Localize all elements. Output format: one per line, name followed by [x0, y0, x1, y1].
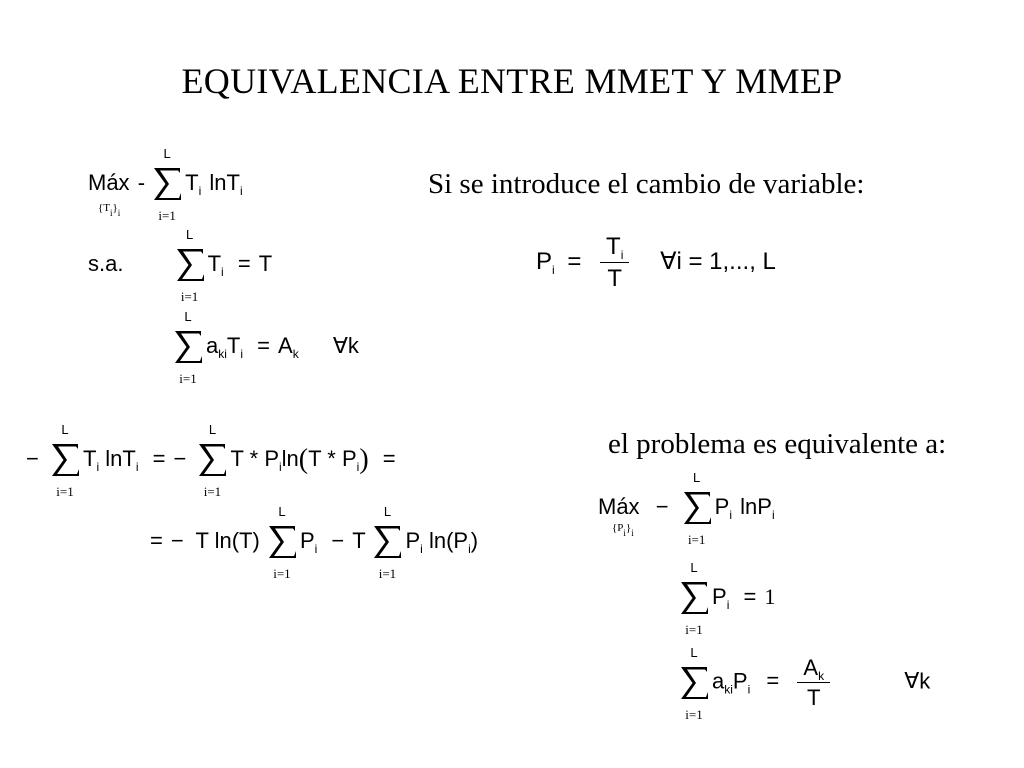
derivation-row-1: − L i=1 $T_i$ lnT$_i$ = − L i=1 T * $P_i\ln(T * P_i)$ =: [26, 422, 396, 499]
summation-icon: L i=1: [175, 245, 205, 285]
derivation-row-2: = − T ln(T) L i=1 $P_i - T$ L i=1 $P_i$ $\ln(P_i)$: [150, 504, 479, 581]
variable-change-row: $P_i$ = $\frac{T_i}{T}$ ∀i = 1,..., L: [536, 233, 776, 293]
page-title: EQUIVALENCIA ENTRE MMET Y MMEP: [181, 61, 843, 101]
summation-icon: L i=1: [372, 522, 402, 562]
equivalent-resource-row: L i=1 $a_{ki}P_i$ = $\frac{A_k}{T}$ ∀k: [678, 656, 930, 709]
ratio-fraction: $\frac{T_i}{T}$: [600, 234, 629, 291]
forall-icon: ∀: [660, 248, 677, 276]
forall-icon: ∀: [332, 332, 348, 358]
summation-icon: L i=1: [173, 327, 203, 367]
summation-icon: L i=1: [197, 440, 227, 480]
equivalent-sum-row: L i=1 $P_i = 1$: [678, 578, 775, 618]
summation-icon: L i=1: [152, 164, 182, 204]
summation-icon: L i=1: [679, 663, 709, 703]
summation-icon: L i=1: [682, 488, 712, 528]
equivalent-text: el problema es equivalente a:: [608, 428, 947, 460]
equivalent-objective-row: Máx − L i=1 $P_i$ lnP$_i$: [598, 470, 775, 547]
summation-icon: L i=1: [50, 440, 80, 480]
summation-icon: L i=1: [267, 522, 297, 562]
forall-icon: ∀: [904, 668, 920, 694]
objective-under-label: $\{T_i\}_i$: [98, 202, 121, 218]
intro-text: Si se introduce el cambio de variable:: [428, 168, 865, 200]
constraint-total-row: s.a. L i=1 $T_i = T$: [88, 227, 273, 304]
objective-row: Máx - L i=1 $T_i$ lnT$_i$: [88, 146, 243, 223]
equivalent-under-label: $\{P_i\}_i$: [612, 522, 634, 538]
resource-fraction: $\frac{A_k}{T}$: [797, 656, 830, 709]
summation-icon: L i=1: [679, 578, 709, 618]
constraint-resource-row: L i=1 $a_{ki}T_i = A_k$ ∀k: [172, 327, 359, 367]
